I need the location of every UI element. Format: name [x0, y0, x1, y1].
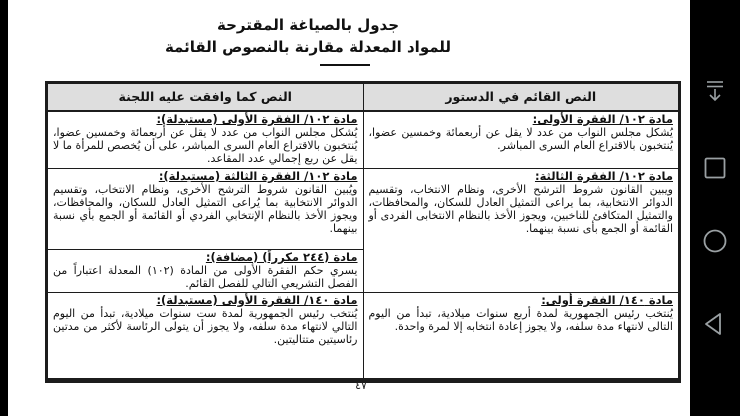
recents-icon[interactable]: [702, 155, 728, 181]
title-divider-rule: [320, 64, 370, 66]
article-body: يُنتخب رئيس الجمهورية لمدة أربع سنوات ميلادية، تبدأ من اليوم التالى لانتهاء مدة سلفه، ولا يجوز إعادة انتخابه إلا لمرة واحدة.: [368, 307, 673, 333]
cell-approved-article-140-p1: [48, 293, 364, 379]
cell-existing-article-102-p3: [363, 169, 679, 293]
back-icon[interactable]: [702, 311, 728, 337]
android-navbar: [690, 0, 740, 416]
table-header-row: [48, 84, 679, 112]
cell-approved-article-102-p3: [48, 169, 364, 250]
cell-approved-article-102-p1: [48, 111, 364, 169]
document-page: [8, 0, 690, 416]
article-body: يُشكل مجلس النواب من عدد لا يقل عن أربعمائة وخمسين عضوا، يُنتخبون بالاقتراع العام السرى المباشر.: [368, 126, 673, 152]
page-number: ٤٧: [355, 379, 367, 392]
article-heading: مادة ١٤٠/ الفقرة أولى:: [541, 293, 673, 307]
screen-left-edge: [0, 0, 8, 416]
table-row: [48, 293, 679, 379]
page-title-line1: جدول بالصياغة المقترحة: [216, 16, 400, 34]
article-body: يسري حكم الفقرة الأولى من المادة (١٠٢) المعدلة اعتباراً من الفصل التشريعي التالي للفصل القائم.: [53, 264, 358, 290]
article-heading: مادة ١٠٢/ الفقرة الأولى:: [532, 112, 673, 126]
article-heading: مادة ١٤٠/ الفقرة الأولى (مستبدلة):: [156, 293, 358, 307]
cell-approved-article-244bis: [48, 250, 364, 293]
article-body: يُنتخب رئيس الجمهورية لمدة ست سنوات ميلادية، تبدأ من اليوم التالي لانتهاء مدة سلفه، ولا يجوز أن يتولى الرئاسة لأكثر من مدتين رئاسيتين متتاليتين.: [53, 307, 358, 346]
article-heading: مادة (٢٤٤ مكرراً) (مضافة):: [205, 250, 358, 264]
table-row: [48, 111, 679, 169]
document-title: [38, 14, 578, 58]
page-title-line2: للمواد المعدلة مقارنة بالنصوص القائمة: [164, 38, 452, 56]
cell-existing-article-102-p1: [363, 111, 679, 169]
col-header-approved-text: النص كما وافقت عليه اللجنة: [48, 84, 364, 112]
article-body: ويبين القانون شروط الترشح الأخرى، ونظام الانتخاب، وتقسيم الدوائر الانتخابية، بما يراعى التمثيل العادل للسكان، والمحافظات، والتمثيل المتكافئ للناخبين، ويجوز الأخذ بالنظام الانتخابى الفردى أو القائمة أو الجمع بأى نسبة بينهما.: [368, 183, 673, 235]
home-icon[interactable]: [702, 228, 728, 254]
article-body: ويُبين القانون شروط الترشح الأخرى، ونظام الانتخاب، وتقسيم الدوائر الانتخابية بما يُراعى التمثيل العادل للسكان، والمحافظات، ويجوز الأخذ بالنظام الإنتخابي الفردي أو القائمة أو الجمع بأي نسبة بينهما.: [53, 183, 358, 235]
col-header-existing-text: النص القائم في الدستور: [363, 84, 679, 112]
table-row: [48, 169, 679, 250]
hide-navigation-icon[interactable]: [702, 78, 728, 104]
cell-existing-article-140-p1: [363, 293, 679, 379]
comparison-table: [45, 81, 681, 383]
article-heading: مادة ١٠٢/ الفقرة الثالثة:: [534, 169, 673, 183]
article-heading: مادة ١٠٢/ الفقرة الثالثة (مستبدلة):: [158, 169, 358, 183]
article-body: يُشكل مجلس النواب من عدد لا يقل عن أربعمائة وخمسين عضوا، يُنتخبون بالاقتراع العام السرى المباشر، على أن يُخصص للمرأة ما لا يقل عن ربع إجمالي عدد المقاعد.: [53, 126, 358, 165]
article-heading: مادة ١٠٢/ الفقرة الأولى (مستبدلة):: [156, 112, 358, 126]
